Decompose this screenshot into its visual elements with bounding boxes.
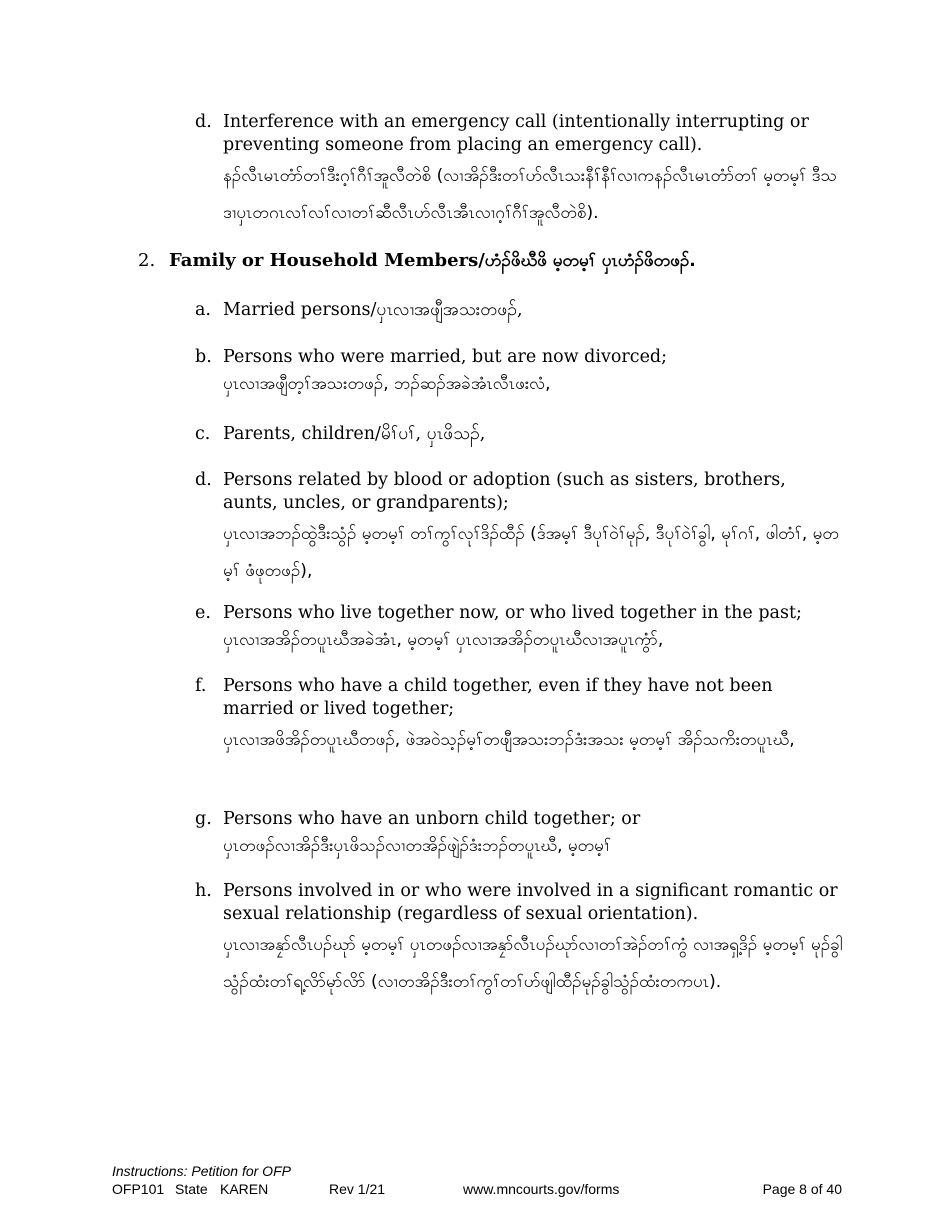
list-item-blood-relatives bbox=[195, 469, 845, 590]
section-number: 2. bbox=[138, 250, 156, 271]
item-english-text: Persons related by blood or adoption (such as sisters, brothers, aunts, uncles, or grandparents); bbox=[223, 470, 786, 513]
footer-page-number: Page 8 of 40 bbox=[762, 1181, 842, 1197]
item-karen-text: ပှၤလၢအဖျီတ့ၢ်အသးတဖၣ်, ဘၣ်ဆၣ်အခဲအံၤလီၤဖးလံ, bbox=[223, 374, 551, 394]
item-english-text: Persons involved in or who were involved in a significant romantic or sexual relationship (regardless of sexual orientation). bbox=[223, 881, 838, 924]
list-item-child-together bbox=[195, 675, 845, 759]
list-item-interference bbox=[195, 111, 845, 232]
footer-form-number: OFP101 bbox=[112, 1181, 165, 1197]
item-english-text: Married persons/ပှၤလၢအဖျီအသးတဖၣ်, bbox=[223, 300, 523, 320]
item-karen-text: ပှၤတဖၣ်လၢအိၣ်ဒီးပှၤဖိသၣ်လၢတအိၣ်ဖျဲၣ်ဒံးဘၣ်တပူၤဃီ, မ့တမ့ၢ် bbox=[223, 836, 611, 856]
footer-revision: Rev 1/21 bbox=[329, 1181, 386, 1197]
item-karen-text: ပှၤလၢအဘၣ်ထွဲဒီးသွံၣ် မ့တမ့ၢ် တၢ်ကွၢ်လုၢ်ဒိၣ်ထီၣ် (ဒ်အမ့ၢ် ဒီပုၢ်ဝဲၢ်မုၣ်, ဒီပုၢ်ဝဲၢ်ခွါ, မုၢ်ဂၢ်, ဖါတံၢ်, မ့တမ့ၢ် ဖံဖုတဖၣ်), bbox=[223, 524, 839, 581]
section-title-karen: ဟံၣ်ဖိဃီဖိ မ့တမ့ၢ် ပှၤဟံၣ်ဖိတဖၣ်. bbox=[484, 251, 696, 271]
list-item-divorced bbox=[195, 346, 845, 398]
list-letter: h. bbox=[195, 881, 212, 901]
item-english-text: Parents, children/မိၢ်ပၢ်, ပှၤဖိသၣ်, bbox=[223, 424, 486, 444]
item-english-text: Persons who have a child together, even if they have not been married or lived together; bbox=[223, 676, 773, 719]
section-heading bbox=[138, 249, 858, 273]
item-english-text: Persons who have an unborn child together; or bbox=[223, 809, 641, 829]
footer-title: Instructions: Petition for OFP bbox=[112, 1163, 291, 1179]
footer-meta-row bbox=[112, 1180, 842, 1198]
list-letter: f. bbox=[195, 676, 207, 696]
section-title bbox=[169, 249, 696, 273]
item-karen-text: ပှၤလၢအဖိအိၣ်တပူၤဃီတဖၣ်, ဖဲအဝဲသ့ၣ်မ့ၢ်တဖျီအသးဘၣ်ဒံးအသး မ့တမ့ၢ် အိၣ်သကိးတပူၤဃီ, bbox=[223, 730, 795, 750]
list-letter: g. bbox=[195, 809, 212, 829]
list-letter: d. bbox=[195, 112, 212, 132]
list-item-parents bbox=[195, 423, 845, 446]
list-item-relationship bbox=[195, 880, 845, 1001]
page-footer bbox=[112, 1162, 842, 1198]
list-item-live-together bbox=[195, 602, 845, 654]
item-karen-text: ပှၤလၢအနၠာ်လီၤပၣ်ဃုာ် မ့တမ့ၢ် ပှၤတဖၣ်လၢအနၠာ်လီၤပၣ်ဃုာ်လၢတၢ်အဲၣ်တၢ်ကွံ လၢအရှ့ဒိၣ် မ့တမ့ၢ် မုၣ်ခွါသွံၣ်ထံးတၢ်ရ့လိာ်မုာ်လိာ် (လၢတအိၣ်ဒီးတၢ်ကွၢ်တၢ်ဟ်ဖျါထီၣ်မုၣ်ခွါသွံၣ်ထံးတကပၤ). bbox=[223, 935, 843, 992]
footer-language: KAREN bbox=[220, 1181, 269, 1197]
list-letter: b. bbox=[195, 347, 212, 367]
item-karen-text: နၣ်လီၤမၤတံာ်တၢ်ဒီးဂ့ၢ်ဂီၢ်အူလီတဲစိ (လၢအိၣ်ဒီးတၢ်ဟ်လီၤသးနီၢ်နီၢ်လၢကနၣ်လီၤမၤတံာ်တၢ် မ့တမ့ၢ် ဒီသဒၢပှၤတဂၤလၢ်လၢ်လၢတၢ်ဆီလီၤဟ်လီၤအီၤလၢဂ့ၢ်ဂီၢ်အူလီတဲစိ). bbox=[223, 166, 837, 223]
item-english-text: Persons who live together now, or who lived together in the past; bbox=[223, 603, 802, 623]
item-karen-text: ပှၤလၢအအိၣ်တပူၤဃီအခဲအံၤ, မ့တမ့ၢ် ပှၤလၢအအိၣ်တပူၤဃီလၢအပူၤကွံာ်, bbox=[223, 630, 664, 650]
footer-url-link[interactable]: www.mncourts.gov/forms bbox=[463, 1181, 620, 1197]
item-english-text: Interference with an emergency call (intentionally interrupting or preventing someone from placing an emergency call). bbox=[223, 112, 809, 155]
list-letter: c. bbox=[195, 424, 211, 444]
list-letter: e. bbox=[195, 603, 211, 623]
list-letter: d. bbox=[195, 470, 212, 490]
list-item-married bbox=[195, 299, 845, 322]
section-title-english: Family or Household Members/ bbox=[169, 250, 485, 271]
footer-state: State bbox=[175, 1181, 208, 1197]
list-letter: a. bbox=[195, 300, 211, 320]
item-english-text: Persons who were married, but are now divorced; bbox=[223, 347, 668, 367]
list-item-unborn-child bbox=[195, 808, 845, 860]
